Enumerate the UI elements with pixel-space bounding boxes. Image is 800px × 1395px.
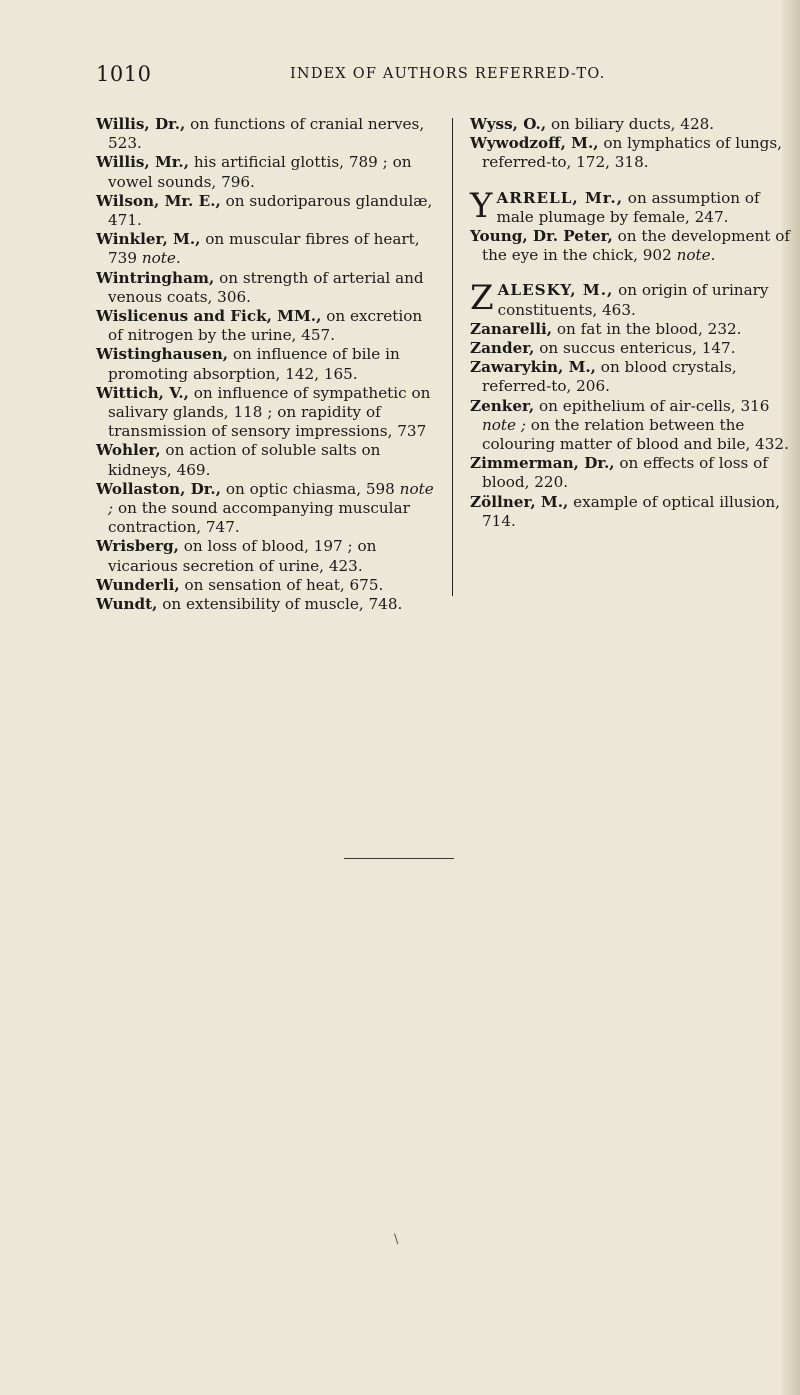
index-entry: Zawarykin, M., on blood crystals, referred-to, 206. — [470, 358, 737, 396]
index-entry: Wollaston, Dr., on optic chiasma, 598 note ; on the sound accompanying muscular contraction, 747. — [96, 479, 434, 537]
index-entry: Wistinghausen, on influence of bile in promoting absorption, 142, 165. — [96, 345, 400, 383]
section-y-lead-entry: YARRELL, Mr., on assumption of male plumage by female, 247. — [470, 185, 760, 226]
index-entry: Wintringham, on strength of arterial and venous coats, 306. — [96, 268, 424, 306]
index-entry: Wilson, Mr. E., on sudoriparous glandulæ, 471. — [96, 191, 433, 230]
index-entry: Willis, Dr., on functions of cranial nerves, 523. — [96, 115, 425, 153]
index-entry: Wittich, V., on influence of sympathetic on salivary glands, 118 ; on rapidity of transmission of sensory impressions, 737 — [96, 383, 431, 441]
index-entry: Wohler, on action of soluble salts on kidneys, 469. — [96, 441, 381, 479]
page-header — [96, 62, 756, 94]
index-entry: Winkler, M., on muscular fibres of heart, 739 note. — [96, 230, 420, 268]
section-gap — [470, 173, 798, 189]
index-entry: Young, Dr. Peter, on the development of the eye in the chick, 902 note. — [470, 227, 790, 265]
index-entry: Zöllner, M., example of optical illusion, 714. — [470, 492, 780, 530]
page-number: 1010 — [96, 62, 152, 86]
end-rule — [344, 858, 454, 859]
index-entry: Willis, Mr., his artificial glottis, 789 ; on vowel sounds, 796. — [96, 153, 412, 191]
column-divider — [452, 118, 453, 596]
index-entry: Wunderli, on sensation of heat, 675. — [96, 575, 384, 594]
index-entry: Zenker, on epithelium of air-cells, 316 note ; on the relation between the colouring matter of blood and bile, 432. — [470, 396, 789, 454]
drop-cap-z: Z — [470, 278, 494, 319]
index-entry: Wrisberg, on loss of blood, 197 ; on vicarious secretion of urine, 423. — [96, 537, 377, 575]
index-entry: Wislicenus and Fick, MM., on excretion of nitrogen by the urine, 457. — [96, 307, 423, 345]
drop-cap-y: Y — [470, 185, 493, 226]
section-gap — [470, 265, 798, 281]
section-z-lead-entry: ZALESKY, M., on origin of urinary constituents, 463. — [470, 278, 769, 319]
index-entry: Zimmerman, Dr., on effects of loss of blood, 220. — [470, 454, 768, 492]
running-title: INDEX OF AUTHORS REFERRED-TO. — [290, 66, 606, 82]
right-column — [470, 115, 798, 531]
index-entry: Wyss, O., on biliary ducts, 428. — [470, 115, 715, 133]
index-entry: Wywodzoff, M., on lymphatics of lungs, referred-to, 172, 318. — [470, 134, 782, 172]
stray-mark: \ — [394, 1232, 399, 1247]
left-column — [96, 115, 436, 614]
index-entry: Zander, on succus entericus, 147. — [470, 339, 736, 358]
index-entry: Wundt, on extensibility of muscle, 748. — [96, 595, 403, 614]
index-entry: Zanarelli, on fat in the blood, 232. — [470, 319, 742, 338]
